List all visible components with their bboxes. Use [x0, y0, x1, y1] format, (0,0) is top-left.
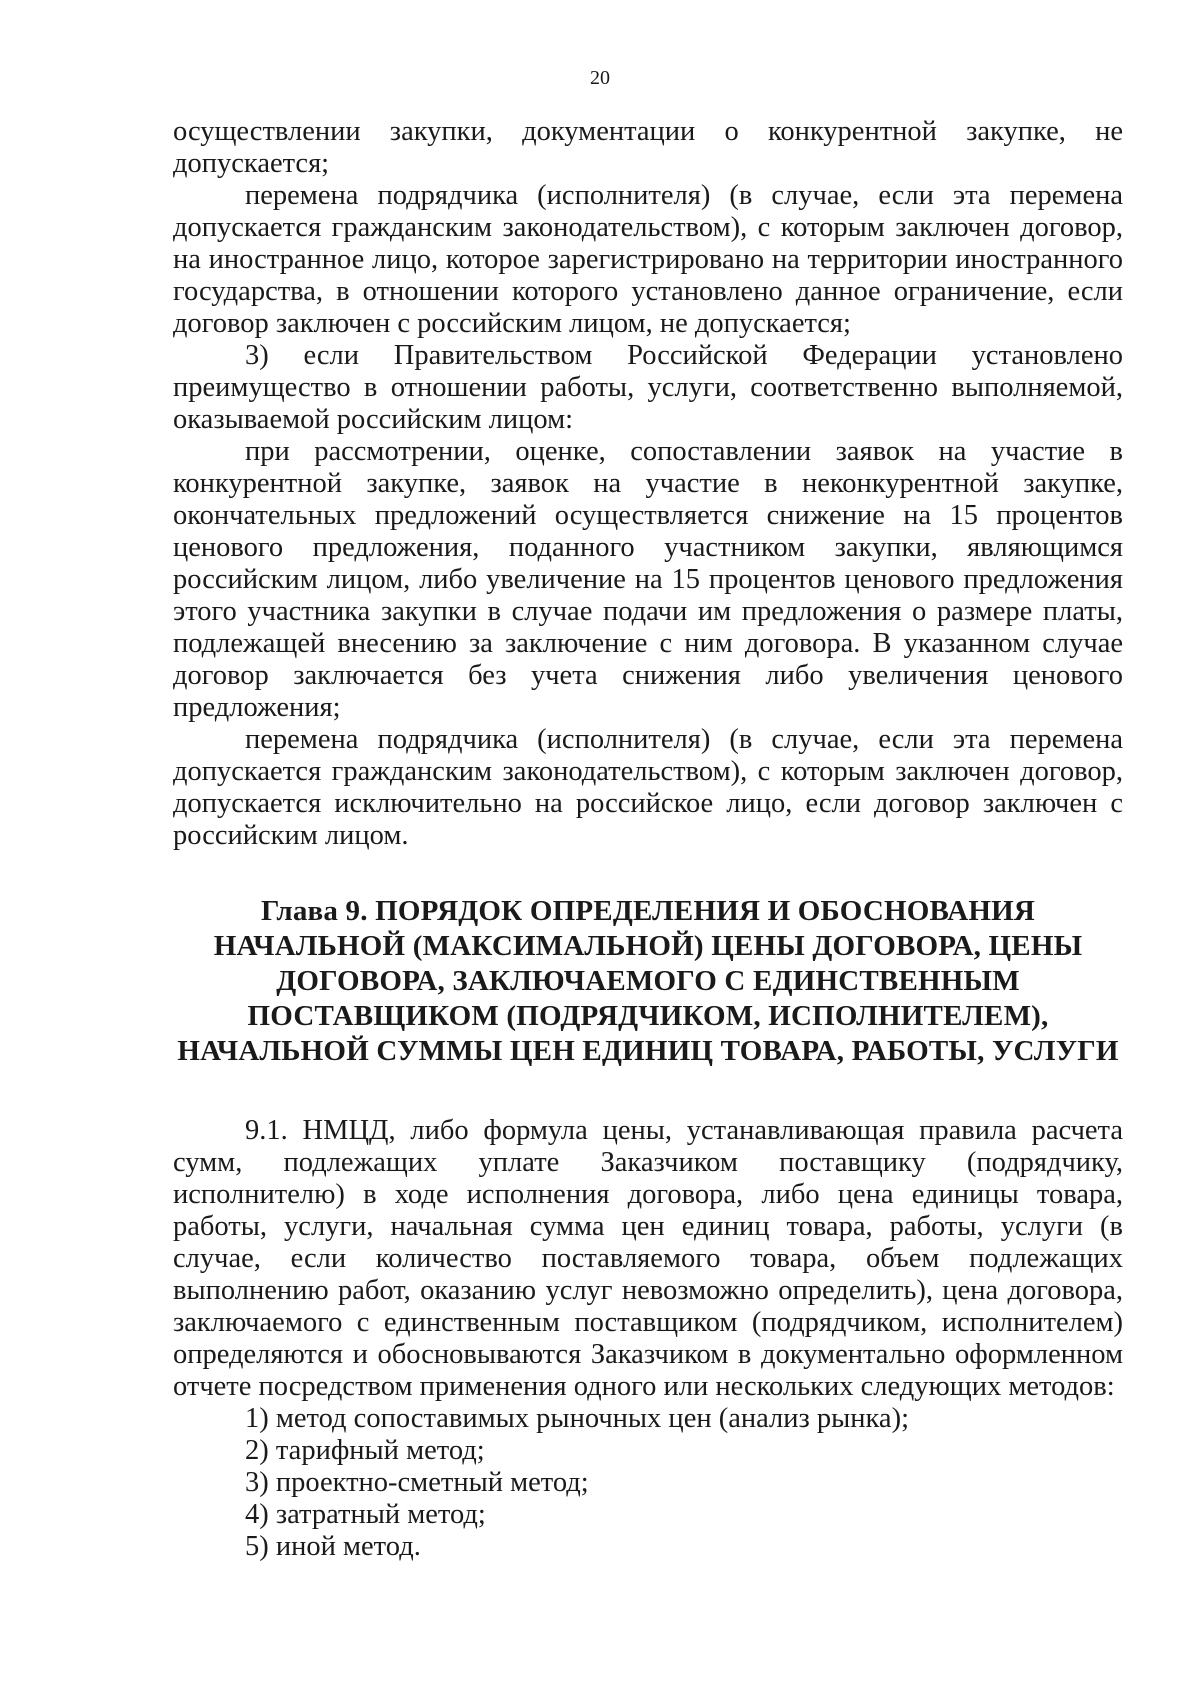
- paragraph: осуществлении закупки, документации о конкурентной закупке, не допускается;: [173, 116, 1123, 179]
- paragraph: при рассмотрении, оценке, сопоставлении заявок на участие в конкурентной закупке, заявок на участие в неконкурентной закупке, окончательных предложений осуществляется снижение на 15 процентов ценового предложения, поданного участником закупки, являющимся российским лицом, либо увеличение на 15 процентов ценового предложения этого участника закупки в случае подачи им предложения о размере платы, подлежащей внесению за заключение с ним договора. В указанном случае договор заключается без учета снижения либо увеличения ценового предложения;: [173, 436, 1123, 723]
- document-body: [173, 116, 1123, 1563]
- method-list-item: 1) метод сопоставимых рыночных цен (анализ рынка);: [245, 1403, 909, 1434]
- paragraph: перемена подрядчика (исполнителя) (в случае, если эта перемена допускается гражданским законодательством), с которым заключен договор, допускается исключительно на российское лицо, если договор заключен с российским лицом.: [173, 724, 1123, 851]
- method-list-item: 5) иной метод.: [245, 1531, 421, 1562]
- section-9-1-paragraph: 9.1. НМЦД, либо формула цены, устанавливающая правила расчета сумм, подлежащих уплате Заказчиком поставщику (подрядчику, исполнителю) в ходе исполнения договора, либо цена единицы товара, работы, услуги, начальная сумма цен единиц товара, работы, услуги (в случае, если количество поставляемого товара, объем подлежащих выполнению работ, оказанию услуг невозможно определить), цена договора, заключаемого с единственным поставщиком (подрядчиком, исполнителем) определяются и обосновываются Заказчиком в документально оформленном отчете посредством применения одного или нескольких следующих методов:: [173, 1115, 1123, 1402]
- chapter-title: [173, 894, 1123, 1069]
- chapter-title-line: НАЧАЛЬНОЙ (МАКСИМАЛЬНОЙ) ЦЕНЫ ДОГОВОРА, ЦЕНЫ: [213, 930, 1083, 962]
- method-list-item: 2) тарифный метод;: [245, 1435, 485, 1466]
- chapter-title-line: Глава 9. ПОРЯДОК ОПРЕДЕЛЕНИЯ И ОБОСНОВАНИЯ: [260, 895, 1036, 927]
- chapter-title-line: ПОСТАВЩИКОМ (ПОДРЯДЧИКОМ, ИСПОЛНИТЕЛЕМ),: [247, 1000, 1049, 1032]
- paragraph: перемена подрядчика (исполнителя) (в случае, если эта перемена допускается гражданским законодательством), с которым заключен договор, на иностранное лицо, которое зарегистрировано на территории иностранного государства, в отношении которого установлено данное ограничение, если договор заключен с российским лицом, не допускается;: [173, 180, 1123, 339]
- page-number: 20: [590, 67, 610, 89]
- chapter-title-line: ДОГОВОРА, ЗАКЛЮЧАЕМОГО С ЕДИНСТВЕННЫМ: [276, 965, 1020, 997]
- chapter-title-line: НАЧАЛЬНОЙ СУММЫ ЦЕН ЕДИНИЦ ТОВАРА, РАБОТЫ, УСЛУГИ: [177, 1035, 1119, 1067]
- method-list-item: 4) затратный метод;: [245, 1499, 486, 1530]
- method-list-item: 3) проектно-сметный метод;: [245, 1467, 589, 1498]
- paragraph: 3) если Правительством Российской Федерации установлено преимущество в отношении работы, услуги, соответственно выполняемой, оказываемой российским лицом:: [173, 340, 1123, 435]
